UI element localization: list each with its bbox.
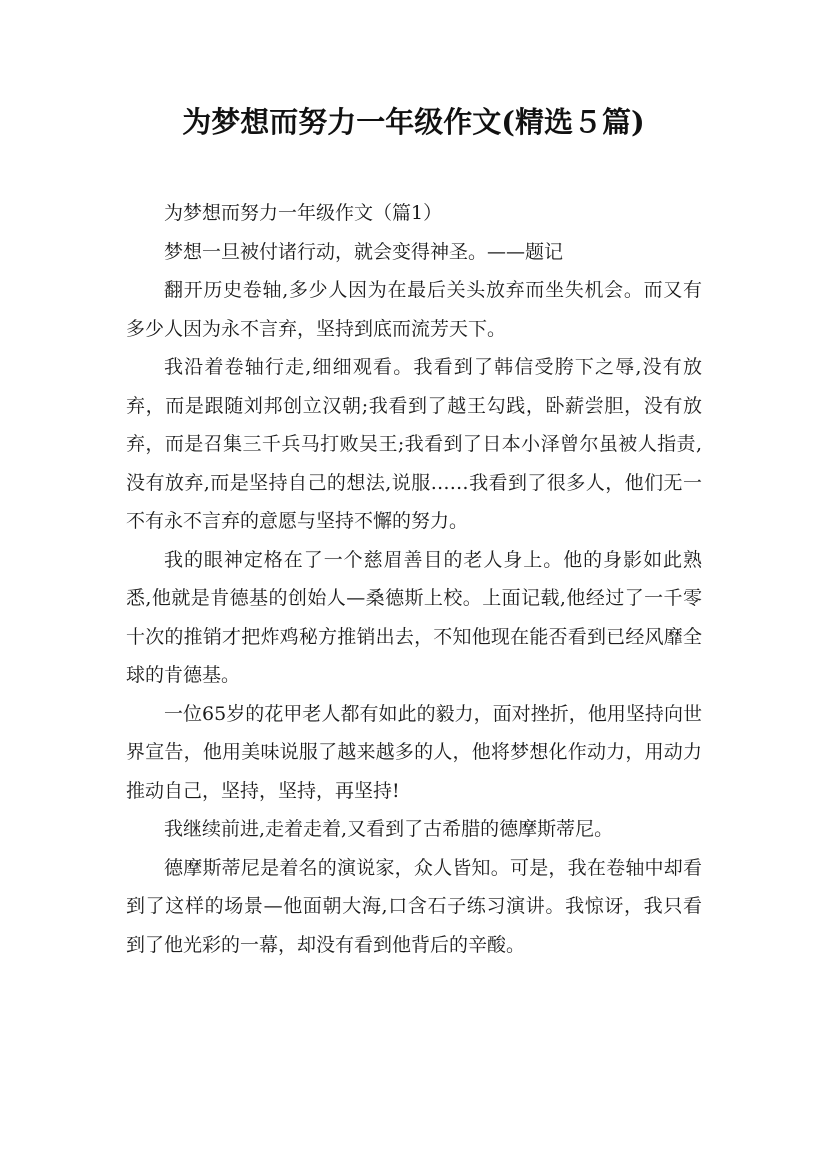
paragraph: 德摩斯蒂尼是着名的演说家，众人皆知。可是，我在卷轴中却看到了这样的场景—他面朝大海,口含石子练习演讲。我惊讶，我只看到了他光彩的一幕，却没有看到他背后的辛酸。 bbox=[126, 856, 702, 956]
paragraph: 我继续前进,走着走着,又看到了古希腊的德摩斯蒂尼。 bbox=[164, 818, 614, 840]
paragraph: 我的眼神定格在了一个慈眉善目的老人身上。他的身影如此熟悉,他就是肯德基的创始人—桑德斯上校。上面记载,他经过了一千零十次的推销才把炸鸡秘方推销出去，不知他现在能否看到已经风靡全球的肯德基。 bbox=[126, 548, 702, 686]
paragraph: 我沿着卷轴行走,细细观看。我看到了韩信受胯下之辱,没有放弃，而是跟随刘邦创立汉朝;我看到了越王勾践，卧薪尝胆，没有放弃，而是召集三千兵马打败吴王;我看到了日本小泽曾尔虽被人指责,没有放弃,而是坚持自己的想法,说服……我看到了很多人，他们无一不有永不言弃的意愿与坚持不懈的努力。 bbox=[126, 356, 702, 532]
paragraph-epigraph: 梦想一旦被付诸行动，就会变得神圣。——题记 bbox=[164, 240, 564, 263]
paragraph-section-heading: 为梦想而努力一年级作文（篇1） bbox=[164, 202, 443, 224]
document-body bbox=[126, 194, 702, 964]
paragraph: 一位65岁的花甲老人都有如此的毅力，面对挫折，他用坚持向世界宣告，他用美味说服了越来越多的人，他将梦想化作动力，用动力推动自己，坚持，坚持，再坚持! bbox=[126, 702, 702, 802]
paragraph: 翻开历史卷轴,多少人因为在最后关头放弃而坐失机会。而又有多少人因为永不言弃，坚持到底而流芳天下。 bbox=[126, 279, 702, 340]
document-title: 为梦想而努力一年级作文(精选５篇) bbox=[182, 105, 645, 139]
